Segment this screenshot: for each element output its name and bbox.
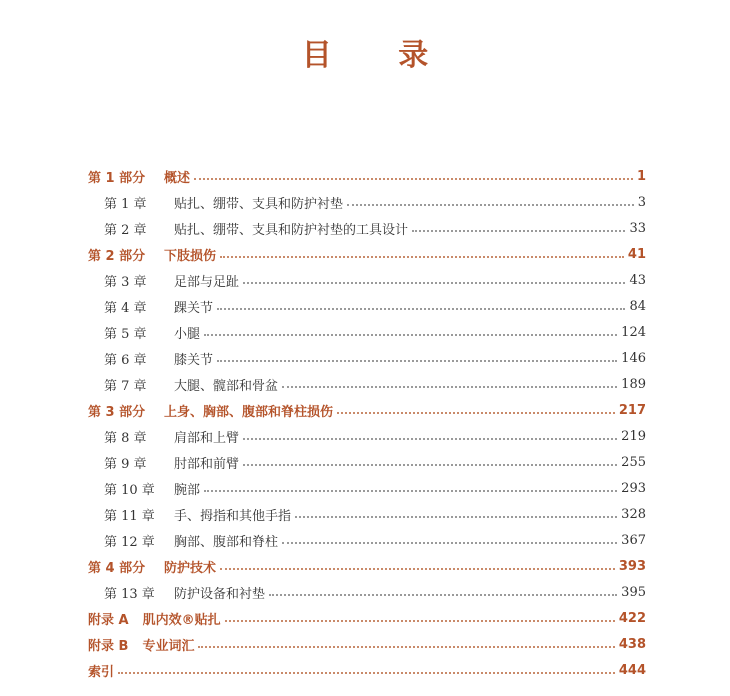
entry-number: 第 9 章 xyxy=(104,456,147,472)
toc-entry-chap[interactable] xyxy=(88,501,646,527)
toc-entry-chap[interactable] xyxy=(88,267,646,293)
dot-leader xyxy=(412,230,625,232)
page-title: 目 录 xyxy=(301,38,457,73)
entry-page: 146 xyxy=(621,350,646,366)
entry-number: 第 4 部分 xyxy=(88,560,146,576)
entry-number: 第 3 部分 xyxy=(88,404,146,420)
entry-page: 189 xyxy=(621,376,646,392)
entry-label: 上身、胸部、腹部和脊柱损伤 xyxy=(164,404,334,420)
table-of-contents xyxy=(88,163,646,683)
entry-page: 422 xyxy=(618,610,646,626)
toc-entry-chap[interactable] xyxy=(88,475,646,501)
toc-entry-chap[interactable] xyxy=(88,423,646,449)
entry-label: 踝关节 xyxy=(174,300,214,316)
entry-label: 腕部 xyxy=(174,482,201,498)
entry-label: 足部与足趾 xyxy=(174,274,240,290)
dot-leader xyxy=(198,646,614,648)
entry-page: 124 xyxy=(621,324,646,340)
entry-page: 84 xyxy=(629,298,646,314)
entry-number: 第 3 章 xyxy=(104,274,147,290)
dot-leader xyxy=(337,412,615,414)
entry-label: 肩部和上臂 xyxy=(174,430,240,446)
entry-label: 下肢损伤 xyxy=(164,248,217,264)
dot-leader xyxy=(269,594,617,596)
toc-entry-part[interactable] xyxy=(88,163,646,189)
toc-entry-chap[interactable] xyxy=(88,449,646,475)
toc-entry-appx[interactable] xyxy=(88,605,646,631)
dot-leader xyxy=(282,386,617,388)
entry-number: 第 11 章 xyxy=(104,508,155,524)
entry-number: 第 7 章 xyxy=(104,378,147,394)
dot-leader xyxy=(220,568,615,570)
entry-page: 328 xyxy=(621,506,646,522)
entry-label: 概述 xyxy=(164,170,191,186)
entry-number: 第 8 章 xyxy=(104,430,147,446)
entry-label: 手、拇指和其他手指 xyxy=(174,508,292,524)
entry-page: 1 xyxy=(636,168,646,184)
toc-entry-chap[interactable] xyxy=(88,319,646,345)
toc-entry-chap[interactable] xyxy=(88,345,646,371)
dot-leader xyxy=(204,334,617,336)
entry-number: 附录 B xyxy=(88,638,129,654)
entry-page: 393 xyxy=(618,558,646,574)
entry-page: 293 xyxy=(621,480,646,496)
entry-label: 肘部和前臂 xyxy=(174,456,240,472)
entry-page: 367 xyxy=(621,532,646,548)
entry-label: 大腿、髋部和骨盆 xyxy=(174,378,279,394)
entry-label: 膝关节 xyxy=(174,352,214,368)
entry-label: 肌内效®贴扎 xyxy=(142,612,221,628)
entry-page: 3 xyxy=(637,194,646,210)
entry-number: 附录 A xyxy=(88,612,129,628)
entry-label: 防护技术 xyxy=(164,560,217,576)
dot-leader xyxy=(347,204,634,206)
dot-leader xyxy=(282,542,617,544)
entry-number: 第 1 部分 xyxy=(88,170,146,186)
entry-number: 第 2 部分 xyxy=(88,248,146,264)
toc-entry-part[interactable] xyxy=(88,553,646,579)
dot-leader xyxy=(194,178,633,180)
entry-number: 第 12 章 xyxy=(104,534,155,550)
toc-entry-chap[interactable] xyxy=(88,579,646,605)
dot-leader xyxy=(217,360,617,362)
entry-page: 444 xyxy=(618,662,646,678)
toc-entry-chap[interactable] xyxy=(88,215,646,241)
dot-leader xyxy=(243,438,617,440)
dot-leader xyxy=(295,516,617,518)
entry-number: 第 6 章 xyxy=(104,352,147,368)
toc-entry-chap[interactable] xyxy=(88,527,646,553)
entry-label: 专业词汇 xyxy=(142,638,195,654)
dot-leader xyxy=(204,490,617,492)
toc-entry-chap[interactable] xyxy=(88,371,646,397)
toc-entry-part[interactable] xyxy=(88,241,646,267)
toc-entry-chap[interactable] xyxy=(88,189,646,215)
entry-page: 255 xyxy=(621,454,646,470)
toc-entry-appx[interactable] xyxy=(88,631,646,657)
dot-leader xyxy=(220,256,624,258)
entry-page: 33 xyxy=(629,220,646,236)
entry-number: 第 13 章 xyxy=(104,586,155,602)
entry-label: 防护设备和衬垫 xyxy=(174,586,266,602)
entry-page: 438 xyxy=(618,636,646,652)
entry-page: 217 xyxy=(618,402,646,418)
dot-leader xyxy=(243,464,617,466)
entry-number: 第 10 章 xyxy=(104,482,155,498)
entry-label: 贴扎、绷带、支具和防护衬垫 xyxy=(174,196,344,212)
dot-leader xyxy=(217,308,625,310)
entry-page: 41 xyxy=(627,246,646,262)
dot-leader xyxy=(118,672,615,674)
toc-entry-part[interactable] xyxy=(88,397,646,423)
toc-entry-chap[interactable] xyxy=(88,293,646,319)
entry-page: 219 xyxy=(621,428,646,444)
entry-label: 胸部、腹部和脊柱 xyxy=(174,534,279,550)
toc-entry-appx[interactable] xyxy=(88,657,646,683)
entry-label: 贴扎、绷带、支具和防护衬垫的工具设计 xyxy=(174,222,409,238)
entry-number: 索引 xyxy=(88,664,115,680)
entry-number: 第 1 章 xyxy=(104,196,147,212)
entry-number: 第 4 章 xyxy=(104,300,147,316)
dot-leader xyxy=(243,282,625,284)
entry-number: 第 5 章 xyxy=(104,326,147,342)
entry-page: 395 xyxy=(621,584,646,600)
entry-number: 第 2 章 xyxy=(104,222,147,238)
dot-leader xyxy=(225,620,615,622)
entry-page: 43 xyxy=(629,272,646,288)
entry-label: 小腿 xyxy=(174,326,201,342)
